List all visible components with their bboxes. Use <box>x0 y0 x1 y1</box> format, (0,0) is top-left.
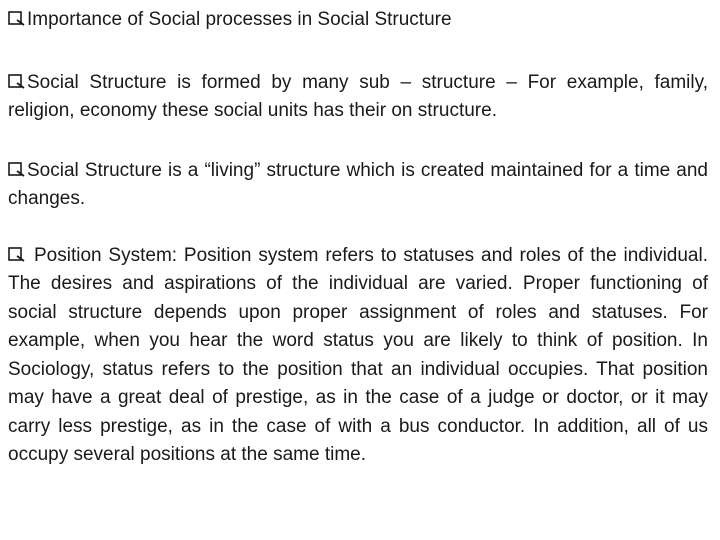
bullet-item-living-structure <box>8 157 708 214</box>
bullet-icon <box>8 74 26 89</box>
slide-content <box>8 6 708 470</box>
bullet-item-position-system <box>8 242 708 470</box>
bullet-icon <box>8 11 26 26</box>
bullet-text: Social Structure is a “living” structure which is created maintained for a time and changes. <box>8 159 708 209</box>
bullet-text: Position System: Position system refers to statuses and roles of the individual. The desires and aspirations of the individual are varied. Proper functioning of social structure depends upon proper assignment of roles and statuses. For example, when you hear the word status you are likely to think of position. In Sociology, status refers to the position that an individual occupies. That position may have a great deal of prestige, as in the case of a judge or doctor, or it may carry less prestige, as in the case of with a bus conductor. In addition, all of us occupy several positions at the same time. <box>8 244 708 465</box>
bullet-item-substructure <box>8 69 708 126</box>
heading-text: Importance of Social processes in Social Structure <box>27 9 452 30</box>
bullet-text: Social Structure is formed by many sub – structure – For example, family, religion, economy these social units has their on structure. <box>8 71 708 121</box>
bullet-icon <box>8 162 26 177</box>
slide-heading <box>8 6 708 35</box>
bullet-icon <box>8 247 26 262</box>
